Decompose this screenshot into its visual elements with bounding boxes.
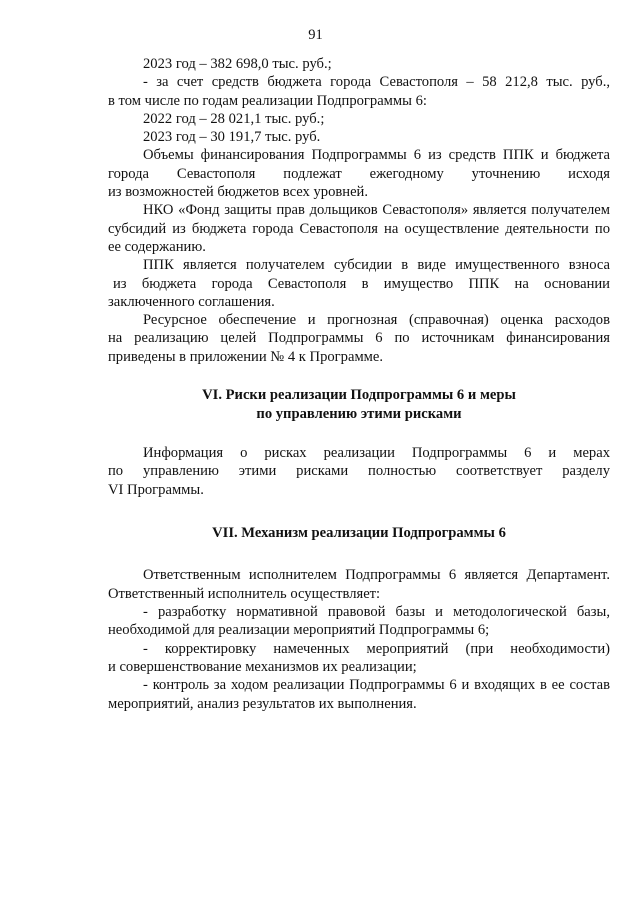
paragraph-line: города Севастополя подлежат ежегодному уточнению исходя [108,165,610,182]
spacer [108,542,610,566]
paragraph-line: по управлению этими рисками полностью соответствует разделу [108,463,610,480]
section-7-heading: VII. Механизм реализации Подпрограммы 6 [212,524,506,541]
paragraph-funding-volumes [108,146,610,201]
list-item-line: и совершенствование механизмов их реализации; [108,658,417,675]
paragraph-line: Ответственный исполнитель осуществляет: [108,585,381,602]
funding-line: в том числе по годам реализации Подпрограммы 6: [108,92,427,109]
spacer [108,499,610,524]
funding-line: - за счет средств бюджета города Севастополя – 58 212,8 тыс. руб., [143,74,610,91]
section-6-heading [108,386,610,423]
paragraph-line: Объемы финансирования Подпрограммы 6 из средств ППК и бюджета [143,147,610,164]
paragraph-line: на реализацию целей Подпрограммы 6 по источникам финансирования [108,330,610,347]
funding-line: 2022 год – 28 021,1 тыс. руб.; [143,110,325,127]
list-item-line: мероприятий, анализ результатов их выполнения. [108,695,417,712]
paragraph-resources [108,311,610,366]
paragraph-line: заключенного соглашения. [108,293,275,310]
funding-years-block [108,55,610,146]
paragraph-line: Ответственным исполнителем Подпрограммы 6 является Департамент. [143,567,610,584]
paragraph-line: Ресурсное обеспечение и прогнозная (справочная) оценка расходов [143,312,610,329]
section-heading-line: по управлению этими рисками [256,405,462,422]
paragraph-line: из бюджета города Севастополя в имущество ППК на основании [113,275,610,292]
paragraph-line: из возможностей бюджетов всех уровней. [108,184,369,201]
list-item-line: - корректировку намеченных мероприятий (при необходимости) [143,640,610,657]
paragraph-ppk [108,256,610,311]
list-item-line: - контроль за ходом реализации Подпрограммы 6 и входящих в ее состав [143,677,610,694]
spacer [108,366,610,386]
paragraph-line: ППК является получателем субсидии в виде имущественного взноса [143,257,610,274]
list-item-line: - разработку нормативной правовой базы и методологической базы, [143,604,610,621]
section-heading-line: VI. Риски реализации Подпрограммы 6 и меры [202,387,516,404]
paragraph-line: приведены в приложении № 4 к Программе. [108,348,384,365]
section-6-body [108,444,610,499]
paragraph-line: НКО «Фонд защиты прав дольщиков Севастополя» является получателем [143,202,610,219]
page-number: 91 [308,27,323,43]
paragraph-line: ее содержанию. [108,238,206,255]
paragraph-line: субсидий из бюджета города Севастополя на осуществление деятельности по [108,220,610,237]
spacer [108,423,610,444]
funding-line: 2023 год – 30 191,7 тыс. руб. [143,129,321,146]
section-7-body [108,566,610,712]
paragraph-line: VI Программы. [108,481,204,498]
paragraph-nko [108,201,610,256]
page-content [108,55,610,713]
paragraph-line: Информация о рисках реализации Подпрограммы 6 и мерах [143,445,610,462]
funding-line: 2023 год – 382 698,0 тыс. руб.; [143,56,332,72]
list-item-line: необходимой для реализации мероприятий Подпрограммы 6; [108,622,490,639]
